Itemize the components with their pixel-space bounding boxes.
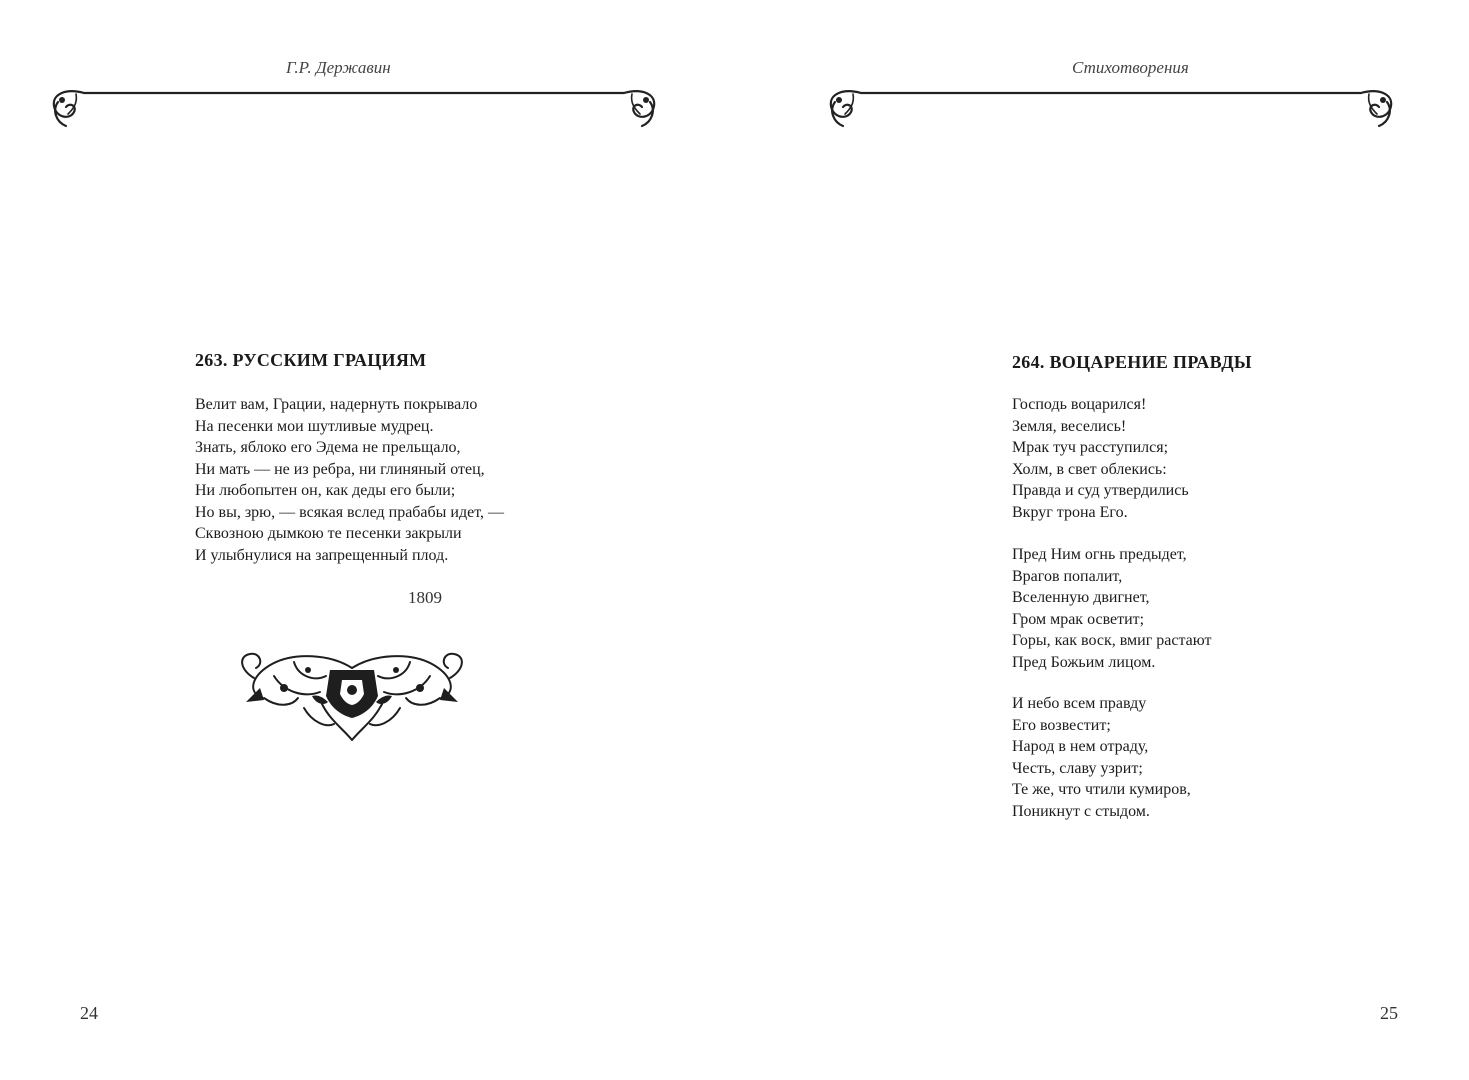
poem-title: 264. ВОЦАРЕНИЕ ПРАВДЫ <box>1012 352 1252 372</box>
poem-line: Господь воцарился! <box>1012 396 1147 413</box>
header-rule-ornament <box>821 80 1401 130</box>
header-rule-ornament <box>44 80 664 130</box>
poem-line: Вкруг трона Его. <box>1012 503 1128 521</box>
poem-line: Народ в нем отраду, <box>1012 738 1149 755</box>
poem-title: 263. РУССКИМ ГРАЦИЯМ <box>195 350 427 370</box>
running-head: Стихотворения <box>1072 58 1189 77</box>
poem-line: Честь, славу узрит; <box>1012 759 1143 777</box>
running-head: Г.Р. Державин <box>286 58 391 77</box>
right-page <box>735 0 1469 1080</box>
page-number: 24 <box>80 1003 98 1023</box>
poem-line: Правда и суд утвердились <box>1012 482 1189 499</box>
poem-line: Ни любопытен он, как деды его были; <box>195 482 456 499</box>
poem-stanza <box>1012 544 1211 673</box>
poem-line: И небо всем правду <box>1012 695 1147 712</box>
poem-line: Мрак туч расступился; <box>1012 439 1169 456</box>
poem-line: Те же, что чтили кумиров, <box>1012 781 1191 798</box>
poem-line: На песенки мои шутливые мудрец. <box>195 417 434 435</box>
poem-line: Пред Ним огнь предыдет, <box>1012 546 1187 563</box>
poem-line: Его возвестит; <box>1012 716 1111 734</box>
poem-line: Холм, в свет облекись: <box>1012 460 1167 478</box>
poem-line: Велит вам, Грации, надернуть покрывало <box>195 396 478 413</box>
poem-stanza <box>195 394 504 566</box>
page-number: 25 <box>1380 1003 1398 1023</box>
poem-line: Поникнут с стыдом. <box>1012 802 1150 820</box>
poem-line: Знать, яблоко его Эдема не прельщало, <box>195 439 461 456</box>
poem-date: 1809 <box>408 588 442 607</box>
poem-line: Сквозною дымкою те песенки закрыли <box>195 525 462 542</box>
poem-line: Но вы, зрю, — всякая вслед прабабы идет, — <box>195 503 505 521</box>
poem-line: Земля, веселись! <box>1012 417 1127 435</box>
poem-line: Горы, как воск, вмиг растают <box>1012 632 1212 649</box>
poem-line: Ни мать — не из ребра, ни глиняный отец, <box>195 460 485 478</box>
poem-line: Гром мрак осветит; <box>1012 610 1145 628</box>
floral-vignette-ornament <box>234 648 470 744</box>
poem-stanza <box>1012 394 1189 523</box>
poem-line: Вселенную двигнет, <box>1012 589 1150 606</box>
poem-line: Врагов попалит, <box>1012 567 1123 585</box>
poem-line: Пред Божьим лицом. <box>1012 653 1156 671</box>
poem-line: И улыбнулися на запрещенный плод. <box>195 546 449 564</box>
poem-stanza <box>1012 693 1191 822</box>
